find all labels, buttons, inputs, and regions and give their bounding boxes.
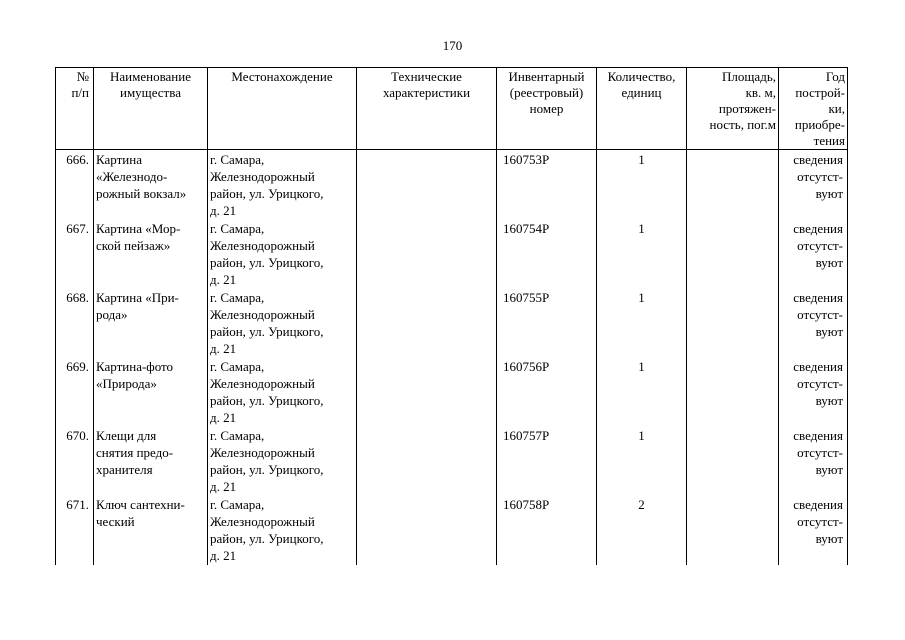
text-line: рода»	[96, 307, 128, 322]
text-line: г. Самара,	[210, 152, 265, 167]
row-inventory: 160755Р	[497, 289, 597, 358]
property-table	[55, 67, 848, 565]
row-inventory: 160754Р	[497, 220, 597, 289]
text-line: район, ул. Урицкого,	[210, 186, 324, 201]
text-line: ской пейзаж»	[96, 238, 171, 253]
row-number: 670.	[56, 427, 94, 496]
text-line: снятия предо-	[96, 445, 174, 460]
row-name	[94, 427, 208, 496]
row-year	[779, 427, 848, 496]
row-area	[687, 358, 779, 427]
text-line: «Железнодо-	[96, 169, 168, 184]
text-line: д. 21	[210, 479, 237, 494]
text-line: г. Самара,	[210, 497, 265, 512]
text-line: отсутст-	[797, 238, 843, 253]
text-line: Железнодорожный	[210, 514, 315, 529]
text-line: п/п	[71, 85, 89, 100]
text-line: тения	[813, 133, 845, 148]
row-area	[687, 496, 779, 565]
text-line: Картина «При-	[96, 290, 179, 305]
row-tech	[357, 427, 497, 496]
table-row	[56, 358, 848, 427]
text-line: г. Самара,	[210, 359, 265, 374]
text-line: д. 21	[210, 548, 237, 563]
table-row	[56, 496, 848, 565]
text-line: отсутст-	[797, 514, 843, 529]
text-line: г. Самара,	[210, 290, 265, 305]
row-tech	[357, 150, 497, 221]
text-line: сведения	[793, 290, 843, 305]
row-name	[94, 358, 208, 427]
row-tech	[357, 496, 497, 565]
row-location	[208, 289, 357, 358]
text-line: протяжен-	[718, 101, 776, 116]
row-inventory: 160756Р	[497, 358, 597, 427]
text-line: сведения	[793, 359, 843, 374]
table-row	[56, 427, 848, 496]
row-inventory: 160757Р	[497, 427, 597, 496]
text-line: приобре-	[794, 117, 845, 132]
text-line: рожный вокзал»	[96, 186, 187, 201]
row-tech	[357, 289, 497, 358]
text-line: сведения	[793, 497, 843, 512]
text-line: Год	[825, 69, 845, 84]
text-line: (реестровый)	[509, 85, 584, 100]
text-line: д. 21	[210, 341, 237, 356]
table-row	[56, 150, 848, 221]
text-line: район, ул. Урицкого,	[210, 393, 324, 408]
row-number: 666.	[56, 150, 94, 221]
text-line: Железнодорожный	[210, 376, 315, 391]
text-line: д. 21	[210, 272, 237, 287]
row-location	[208, 358, 357, 427]
header-number	[56, 68, 94, 150]
row-area	[687, 427, 779, 496]
row-location	[208, 220, 357, 289]
text-line: характеристики	[382, 85, 471, 100]
text-line: вуют	[815, 531, 843, 546]
text-line: район, ул. Урицкого,	[210, 324, 324, 339]
row-year	[779, 220, 848, 289]
header-quantity	[597, 68, 687, 150]
text-line: Картина «Мор-	[96, 221, 181, 236]
header-area	[687, 68, 779, 150]
text-line: г. Самара,	[210, 221, 265, 236]
row-name	[94, 496, 208, 565]
row-year	[779, 496, 848, 565]
row-location	[208, 496, 357, 565]
row-quantity: 1	[597, 150, 687, 221]
page-number: 170	[442, 38, 463, 53]
row-tech	[357, 358, 497, 427]
row-number: 667.	[56, 220, 94, 289]
text-line: №	[76, 69, 89, 84]
text-line: сведения	[793, 221, 843, 236]
text-line: имущества	[120, 85, 181, 100]
row-quantity: 1	[597, 358, 687, 427]
row-number: 671.	[56, 496, 94, 565]
table-body	[56, 150, 848, 566]
text-line: д. 21	[210, 410, 237, 425]
text-line: район, ул. Урицкого,	[210, 255, 324, 270]
text-line: Количество,	[607, 69, 676, 84]
text-line: Наименование	[110, 69, 191, 84]
text-line: Клещи для	[96, 428, 157, 443]
text-line: отсутст-	[797, 307, 843, 322]
header-inventory	[497, 68, 597, 150]
text-line: ность, пог.м	[709, 117, 776, 132]
text-line: Железнодорожный	[210, 169, 315, 184]
row-year	[779, 289, 848, 358]
row-area	[687, 150, 779, 221]
row-area	[687, 220, 779, 289]
row-inventory: 160753Р	[497, 150, 597, 221]
text-line: Инвентарный	[508, 69, 585, 84]
row-number: 669.	[56, 358, 94, 427]
text-line: Картина	[96, 152, 142, 167]
row-year	[779, 150, 848, 221]
row-location	[208, 427, 357, 496]
text-line: вуют	[815, 324, 843, 339]
text-line: сведения	[793, 152, 843, 167]
row-tech	[357, 220, 497, 289]
text-line: Железнодорожный	[210, 307, 315, 322]
text-line: Ключ сантехни-	[96, 497, 185, 512]
table-row	[56, 289, 848, 358]
text-line: вуют	[815, 186, 843, 201]
header-tech	[357, 68, 497, 150]
text-line: Железнодорожный	[210, 238, 315, 253]
row-quantity: 1	[597, 289, 687, 358]
row-year	[779, 358, 848, 427]
text-line: отсутст-	[797, 169, 843, 184]
row-name	[94, 220, 208, 289]
row-quantity: 1	[597, 220, 687, 289]
text-line: отсутст-	[797, 445, 843, 460]
text-line: вуют	[815, 393, 843, 408]
row-number: 668.	[56, 289, 94, 358]
text-line: построй-	[795, 85, 845, 100]
row-inventory: 160758Р	[497, 496, 597, 565]
text-line: Железнодорожный	[210, 445, 315, 460]
text-line: Площадь,	[722, 69, 776, 84]
text-line: Технические	[391, 69, 462, 84]
text-line: единиц	[621, 85, 662, 100]
row-quantity: 2	[597, 496, 687, 565]
text-line: район, ул. Урицкого,	[210, 531, 324, 546]
text-line: вуют	[815, 462, 843, 477]
row-quantity: 1	[597, 427, 687, 496]
text-line: номер	[529, 101, 564, 116]
row-name	[94, 289, 208, 358]
header-year	[779, 68, 848, 150]
header-location	[208, 68, 357, 150]
row-area	[687, 289, 779, 358]
text-line: сведения	[793, 428, 843, 443]
text-line: вуют	[815, 255, 843, 270]
text-line: район, ул. Урицкого,	[210, 462, 324, 477]
text-line: кв. м,	[745, 85, 776, 100]
text-line: г. Самара,	[210, 428, 265, 443]
header-name	[94, 68, 208, 150]
text-line: отсутст-	[797, 376, 843, 391]
text-line: Местонахождение	[231, 69, 333, 84]
row-name	[94, 150, 208, 221]
text-line: хранителя	[96, 462, 153, 477]
table-row	[56, 220, 848, 289]
text-line: ческий	[96, 514, 135, 529]
table-header-row	[56, 68, 848, 150]
text-line: ки,	[828, 101, 845, 116]
row-location	[208, 150, 357, 221]
text-line: Картина-фото	[96, 359, 174, 374]
text-line: «Природа»	[96, 376, 157, 391]
text-line: д. 21	[210, 203, 237, 218]
